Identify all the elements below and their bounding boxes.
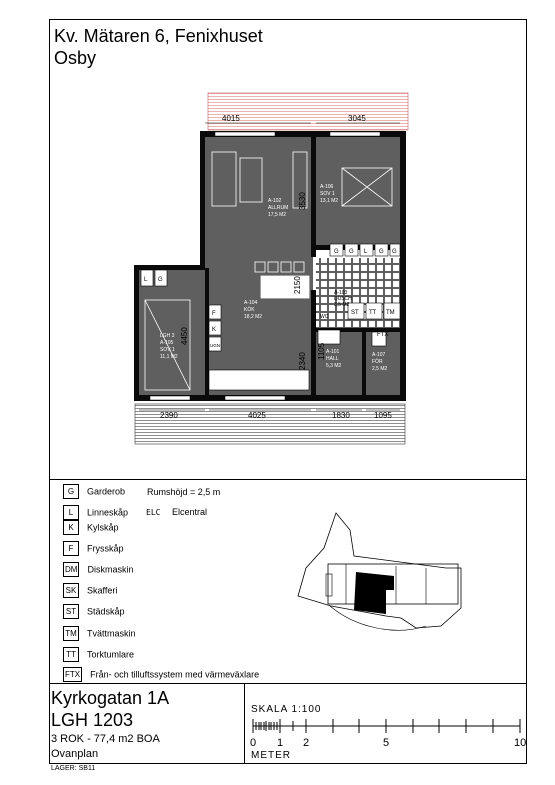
legend-label: Frysskåp [87,543,124,554]
scale-tick-5: 5 [383,737,390,749]
top-balcony [208,93,408,130]
room-hall-name: HALL [326,356,339,362]
legend-label: Linneskåp [87,507,129,518]
scale-tick-10: 10 [514,737,527,749]
site-map [296,508,496,638]
legend-label: Tvättmaskin [87,628,136,639]
legend-item-tm [63,625,136,641]
legend-code: L [63,505,79,520]
dim-bottom-2: 4025 [248,411,266,420]
ftx-marker: FTX [377,332,389,338]
stock-code: LAGER: SB11 [51,765,96,772]
legend-label: Städskåp [87,606,125,617]
scale-bar [250,716,530,736]
scale-title: SKALA 1:100 [251,704,322,715]
dim-bed2-v: 4450 [180,327,189,345]
legend-code: SK [63,583,79,598]
room-stair-id: A-107 [372,352,386,358]
room-hall-area: 5,3 M2 [326,363,342,369]
unit-number: LGH 1203 [51,710,134,730]
dim-kitchen-v: 2340 [298,352,307,370]
legend-code: TM [63,626,79,641]
legend-code: F [63,541,79,556]
room-bed1-id: A-106 [320,184,334,190]
room-kitchen-name: KÖK [244,307,255,313]
legend-code: FTX [63,667,82,682]
legend-item-l [63,504,128,520]
footer-divider [49,683,527,684]
storage-bath-2: TT [369,310,377,316]
unit-size: 3 ROK - 77,4 m2 BOA [51,733,160,745]
room-bed1-area: 13,1 M2 [320,198,339,204]
legend-code: K [63,520,79,535]
scale-tick-0: 0 [250,737,257,749]
storage-kitchen-1: F [212,311,216,317]
room-bath-wc: WC [320,314,329,320]
dim-top-left: 4015 [222,114,240,123]
elc-label: Elcentral [172,507,208,517]
room-living-area: 17,5 M2 [268,212,287,218]
storage-top-1: G [334,249,339,255]
dim-bath-v: 1105 [317,342,326,360]
dim-bottom-4: 1095 [374,411,392,420]
scale-tick-1: 1 [277,737,284,749]
room-height: Rumshöjd = 2,5 m [147,487,221,497]
elc-code: ELC [146,508,161,517]
legend-code: DM [63,562,79,577]
legend-label: Garderob [87,486,126,497]
legend-label: Skafferi [87,585,118,596]
room-kitchen-area: 18,2 M2 [244,314,263,320]
room-stair-area: 2,5 M2 [372,366,388,372]
room-bed1-name: SOV 1 [320,191,335,197]
legend-label: Kylskåp [87,522,119,533]
property-name: Kv. Mätaren 6, Fenixhuset [54,26,263,46]
dim-top-right: 3045 [348,114,366,123]
room-bed2-name: SOV 1 [160,347,175,353]
storage-top-2: G [349,249,354,255]
legend-label: Diskmaskin [87,564,134,575]
city-name: Osby [54,48,97,68]
legend-code: TT [63,647,79,662]
room-bath-area: 3,5 M2 [334,302,350,308]
legend-item-k [63,519,119,535]
scale-tick-2: 2 [303,737,310,749]
storage-top-5: G [392,249,397,255]
legend-item-st [63,603,125,619]
storage-bath-3: TM [386,310,395,316]
room-bath-name: DUSCH [334,296,352,302]
legend-code: G [63,484,79,499]
dim-kitchen-h: 2150 [293,276,302,294]
storage-kitchen-2: K [212,327,217,333]
legend-label: Torktumlare [87,649,135,660]
room-stair-name: FÖR [372,359,383,365]
storage-bath-1: ST [351,310,359,316]
room-bed2-lgh: LGH 3 [160,333,175,339]
legend-item-g [63,483,125,499]
legend-item-dm [63,561,133,577]
storage-top-3: L [364,249,368,255]
room-bed2-id: A-105 [160,340,174,346]
legend-label: Från- och tilluftssystem med värmeväxlare [90,669,260,680]
storage-bed2-1: L [144,277,148,283]
room-bed2-area: 11,1 M2 [160,354,178,360]
floor-level: Ovanplan [51,748,99,760]
storage-top-4: G [379,249,384,255]
room-living-id: A-102 [268,198,282,204]
dim-bottom-1: 2390 [160,411,178,420]
legend-item-f [63,540,124,556]
legend-item-sk [63,582,117,598]
scale-unit: METER [251,750,291,761]
room-living-name: ALLRUM [268,205,289,211]
room-hall-id: A-101 [326,349,340,355]
dim-bottom-3: 1830 [332,411,350,420]
storage-bed2-2: G [158,277,163,283]
legend-code: ST [63,604,79,619]
dim-living-v: 3530 [298,192,307,210]
storage-kitchen-3: UGN [210,343,220,348]
street-address: Kyrkogatan 1A [51,688,170,708]
legend-item-ftx [63,666,259,682]
legend-item-tt [63,646,134,662]
room-bath-id: A-103 [334,290,348,296]
footer-column-divider [244,683,245,764]
unit-highlight [354,572,394,614]
room-kitchen-id: A-104 [244,300,258,306]
